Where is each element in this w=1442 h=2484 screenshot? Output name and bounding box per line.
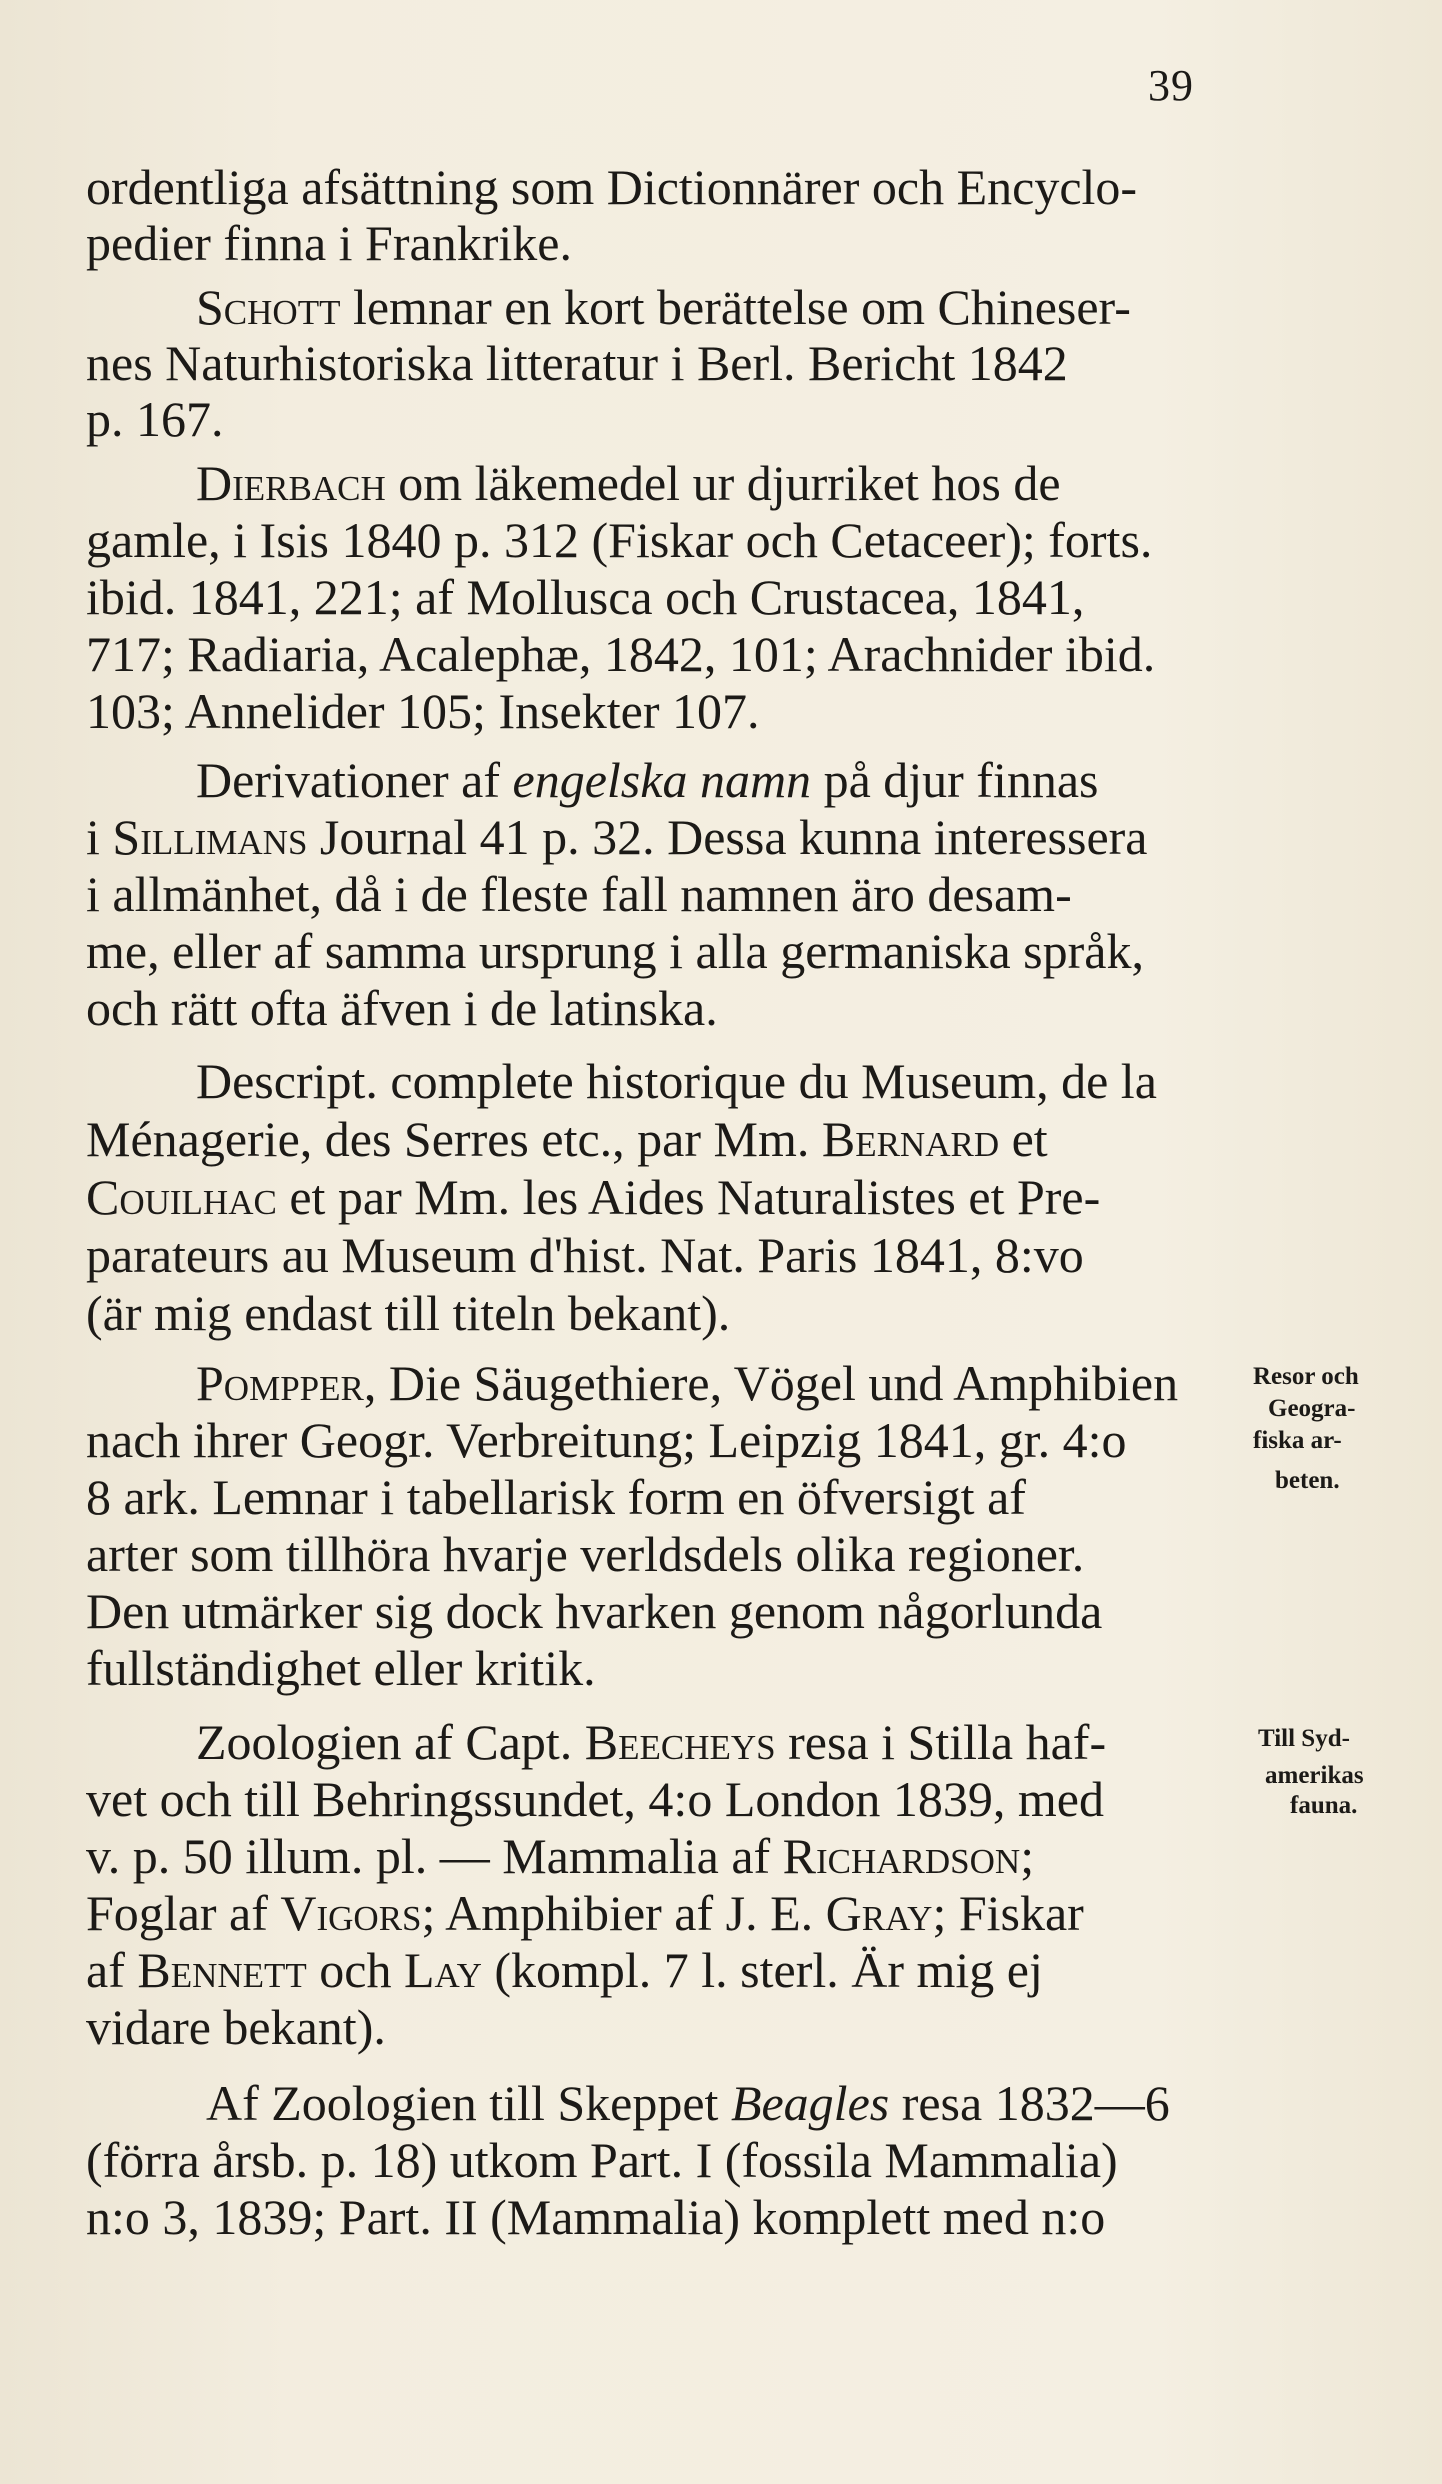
text-line: nes Naturhistoriska litteratur i Berl. Bericht 1842 xyxy=(86,335,1068,391)
text-segment: , Die Säugethiere, Vögel und Amphibien xyxy=(363,1355,1179,1411)
text-line: pedier finna i Frankrike. xyxy=(86,215,572,271)
text-segment: på djur finnas xyxy=(811,752,1099,808)
text-line: i allmänhet, då i de fleste fall namnen äro desam- xyxy=(86,866,1072,922)
text-segment: i xyxy=(86,809,113,865)
text-segment: ; xyxy=(1020,1828,1035,1884)
text-line: vet och till Behringssundet, 4:o London 1839, med xyxy=(86,1771,1104,1827)
italic-term: engelska namn xyxy=(512,752,812,808)
author-name: Couilhac xyxy=(86,1169,277,1225)
author-name: Beecheys xyxy=(584,1714,776,1770)
text-line: n:o 3, 1839; Part. II (Mammalia) komplett med n:o xyxy=(86,2189,1106,2245)
text-segment: (kompl. 7 l. sterl. Är mig ej xyxy=(481,1942,1043,1998)
text-segment: om läkemedel ur djurriket hos de xyxy=(385,455,1061,511)
text-line: arter som tillhöra hvarje verldsdels olika regioner. xyxy=(86,1526,1085,1582)
text-line xyxy=(86,1828,1034,1884)
author-name: Sillimans xyxy=(112,809,308,865)
author-name: Pompper xyxy=(196,1355,364,1411)
page-number: 39 xyxy=(1148,61,1194,110)
text-line xyxy=(196,752,1099,808)
margin-note-line: fauna. xyxy=(1290,1792,1358,1819)
text-segment: resa 1832—6 xyxy=(889,2075,1170,2131)
text-segment: Derivationer af xyxy=(196,752,513,808)
text-line xyxy=(196,455,1061,511)
text-line: Den utmärker sig dock hvarken genom någorlunda xyxy=(86,1583,1103,1639)
text-line: (är mig endast till titeln bekant). xyxy=(86,1285,731,1341)
author-name: Dierbach xyxy=(196,455,386,511)
text-line: (förra årsb. p. 18) utkom Part. I (fossila Mammalia) xyxy=(86,2132,1118,2188)
author-name: Bernard xyxy=(821,1111,1000,1167)
text-segment: et par Mm. les Aides Naturalistes et Pre- xyxy=(276,1169,1101,1225)
text-line: 8 ark. Lemnar i tabellarisk form en öfversigt af xyxy=(86,1469,1026,1525)
text-segment: Foglar af xyxy=(86,1885,281,1941)
author-name: Lay xyxy=(403,1942,482,1998)
text-segment: v. p. 50 illum. pl. — Mammalia af xyxy=(86,1828,783,1884)
italic-term: Beagles xyxy=(730,2075,890,2131)
text-line: vidare bekant). xyxy=(86,1999,386,2055)
text-segment: af xyxy=(86,1942,138,1998)
margin-note-line: amerikas xyxy=(1265,1762,1364,1789)
margin-note-line: fiska ar- xyxy=(1253,1427,1342,1454)
author-name: Richardson xyxy=(782,1828,1021,1884)
text-line xyxy=(196,279,1131,335)
text-segment: Journal 41 p. 32. Dessa kunna interessera xyxy=(307,809,1148,865)
text-line xyxy=(86,1169,1100,1225)
text-line: parateurs au Museum d'hist. Nat. Paris 1841, 8:vo xyxy=(86,1227,1084,1283)
text-line: ordentliga afsättning som Dictionnärer och Encyclo- xyxy=(86,159,1138,215)
text-segment: och xyxy=(306,1942,404,1998)
margin-note-line: beten. xyxy=(1275,1467,1340,1494)
author-name: Bennett xyxy=(137,1942,307,1998)
text-line xyxy=(196,1714,1106,1770)
text-segment: Af Zoologien till Skeppet xyxy=(206,2075,731,2131)
text-line: gamle, i Isis 1840 p. 312 (Fiskar och Cetaceer); forts. xyxy=(86,512,1153,568)
author-name: Gray xyxy=(825,1885,933,1941)
margin-note-line: Geogra- xyxy=(1268,1395,1356,1422)
text-line: 717; Radiaria, Acalephæ, 1842, 101; Arachnider ibid. xyxy=(86,626,1156,682)
text-segment: lemnar en kort berättelse om Chineser- xyxy=(340,279,1131,335)
margin-note-line: Resor och xyxy=(1253,1363,1359,1390)
text-line xyxy=(86,1885,1084,1941)
text-line xyxy=(196,1355,1178,1411)
text-line: Descript. complete historique du Museum, de la xyxy=(196,1053,1157,1109)
author-name: Schott xyxy=(196,279,341,335)
text-line xyxy=(86,1942,1043,1998)
text-line: me, eller af samma ursprung i alla germaniska språk, xyxy=(86,923,1144,979)
margin-note-line: Till Syd- xyxy=(1258,1725,1350,1752)
text-line: och rätt ofta äfven i de latinska. xyxy=(86,980,718,1036)
text-segment: resa i Stilla haf- xyxy=(775,1714,1107,1770)
text-line: p. 167. xyxy=(86,391,224,447)
text-line: 103; Annelider 105; Insekter 107. xyxy=(86,683,760,739)
text-line: nach ihrer Geogr. Verbreitung; Leipzig 1841, gr. 4:o xyxy=(86,1412,1127,1468)
text-segment: Zoologien af Capt. xyxy=(196,1714,585,1770)
text-line: fullständighet eller kritik. xyxy=(86,1640,596,1696)
text-segment: ; Fiskar xyxy=(932,1885,1084,1941)
text-segment: et xyxy=(999,1111,1048,1167)
text-line xyxy=(206,2075,1170,2131)
text-line: ibid. 1841, 221; af Mollusca och Crustacea, 1841, xyxy=(86,569,1085,625)
author-name: Vigors xyxy=(280,1885,422,1941)
text-line xyxy=(86,809,1148,865)
text-line xyxy=(86,1111,1048,1167)
text-segment: ; Amphibier af J. E. xyxy=(421,1885,826,1941)
text-segment: Ménagerie, des Serres etc., par Mm. xyxy=(86,1111,822,1167)
